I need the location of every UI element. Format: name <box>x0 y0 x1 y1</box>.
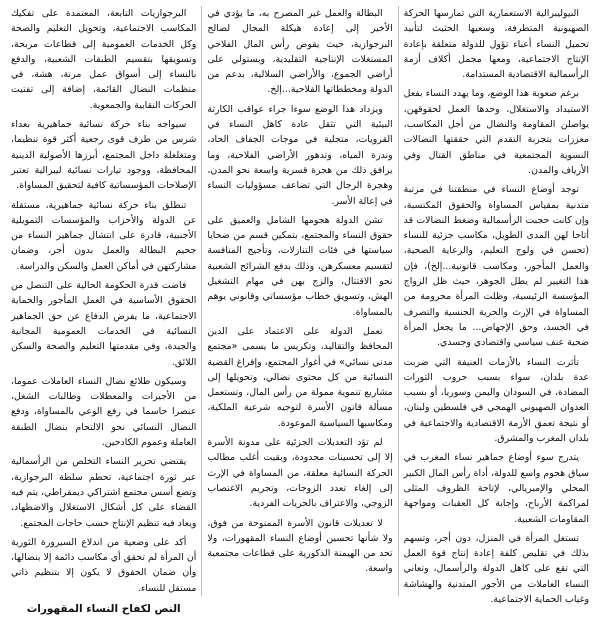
section-subheading: النص لكفاح النساء المقهورات <box>26 602 181 615</box>
paragraph: النيوليبرالية الاستعمارية التي تمارسها الحركة الصهيونية المتطرفة، وسعيها الحثيث لتأبيد تحميل النساء أعباء تؤول للدولة متعلقة بإعادة الإنتاج الاجتماعية، ومعها مجمل أكلاف أزمة الرأسمالية الاقتصادية المستدامة. <box>403 8 589 81</box>
paragraph: توجد أوضاع النساء في منطقتنا في مرتبة متدنية بمقياس المساواة والحقوق المكتسبة، وإن كانت حجبت الرأسمالية وضغط النضالات قد أتاحا لهن المدى الطويل، مكاسب جزئية للنساء (تحسن في ولوج التعليم، والرعاية الصحية، والعمل المأجور، ومكاسب قانونية...إلخ)، فإن هذا التغيير لم يطل الجوهر، حيث ظل الزواج المؤسسة الرئيسية، وظلت المرأة محرومة من المساواة في الإرث والحرية الجنسية والتصرف في الجسد، وحق الإجهاض... ما يجعل المرأة ضحية عنف سياسي واقتصادي وجسدي. <box>403 184 589 349</box>
paragraph: تأثرت النساء بالأزمات العنيفة التي ضربت عدة بلدان، سواء بسبب حروب الثورات المضادة، في السودان واليمن وسوريا، أو بسبب العدوان الصهيوني الهمجي في فلسطين ولبنان، أو نتيجة تعمق الأزمة الاقتصادية والاجتماعية في بلدان المغرب والمشرق. <box>403 356 589 445</box>
paragraph: تعمل الدولة على الاعتماد على الدين المحافظ والتقاليد، وتكريس ما يسمى «مجتمع مدني نسائي» في أغوار المجتمع، وإفراغ القضية النسائية من كل محتوى نضالي، وتحويلها إلى مشاريع تنموية ممولة من رأس المال، وتستعمل مسألة قانون الأسرة لتوجيه شرعية الملكية، ومكاسبها السياسية الموعودة. <box>207 325 393 429</box>
paragraph: البطالة والعمل غير المصرح به، ما يؤدي في الأخير إلى إعادة هيكلة المجال لصالح البرجوازية، حيث يقوض رأس المال الفلاحي المستغلات الإنتاجية التقليدية، ويستولي على أراضي الجموع، والأراضي السلالية، بدعم من الدولة ومخططاتها الفلاحية...إلخ. <box>207 8 393 96</box>
paragraph: لا تعديلات قانون الأسرة الممنوحة من فوق، ولا شأنها تحسين أوضاع النساء المقهورات، ولا تحد من الهيمنة الذكورية على قطاعات مجتمعية واسعة. <box>207 517 393 575</box>
paragraph: تشن الدولة هجومها الشامل والعميق على حقوق النساء والمجتمع، بتمكين قسم من ضحايا سياستها في فئات التنازلات، وتأجيج المنافسة لتقسيم معسكرهن، وذلك بدفع الشرائح الشعبية نحو الاقتتال، والزج بهن في مهام التشغيل الهش، وتسويق خطاب مؤسساتي وقانوني يوهم بالمساواة. <box>207 214 393 318</box>
paragraph: فاضت قدرة الحكومة الحالية على التنصل من الحقوق الأساسية في العمل المأجور والحماية الاجتماعية، ما يفرض الدفاع عن حق الجماهير النسائية في الخدمات العمومية المجانية والجيدة، وفي مقدمتها التعليم والصحة والسكن اللائق. <box>11 280 197 368</box>
text-column-middle <box>202 6 398 596</box>
paragraph: برغم صعوبة هذا الوضع، وما يهدد النساء بفعل الاستبداد والاستغلال، وحدها العمل لحقوقهن، يواصلن المقاومة والنضال من أجل المكاسب، معززات بتجربة التقدم التي حققتها النضالات النسوية المجتمعية في مناطق القتال وفي الأرياف والمدن. <box>403 88 589 176</box>
paragraph: تستغل المرأة في المنزل، دون أجر، وتسهم بذلك في تقليص كلفة إعادة إنتاج قوة العمل التي تقع على كاهل الدولة والرأسمال، وتعاني النساء العاملات من الأجور المتدنية والهشاشة وغياب الحماية الاجتماعية. <box>403 532 589 605</box>
text-column-right <box>399 6 594 605</box>
paragraph: أكد على وضعية من اندلاع السيرورة الثورية أن المرأة لم تحقق أي مكاسب دائمة إلا بنضالها، وأن ضمان الحقوق لا يكون إلا بتنظيم ذاتي مستقل للنساء. <box>11 536 197 594</box>
paragraph: ويزداد هذا الوضع سوءا جراء عواقب الكارثة البيئية التي تثقل عادة كاهل النساء في القرويات، متجلية في موجات الجفاف الحاد، وندرة المياه، وتدهور الأراضي الفلاحية، وما يرافق ذلك من هجرة قسرية واسعة نحو المدن، وهجرة الرجال التي تضاعف مسؤوليات النساء في إعالة الأسر. <box>207 103 393 207</box>
paragraph: يقتضي تحرير النساء التخلص من الرأسمالية عبر ثورة اجتماعية، تحطم سلطة البرجوازية، وتضع أسس مجتمع اشتراكي ديمقراطي، يتم فيه القضاء على كل أشكال الاستغلال والاضطهاد، ويعاد فيه تنظيم الإنتاج حسب حاجات المجتمع. <box>11 456 197 529</box>
paragraph: وسيكون طلائع نضال النساء العاملات عموما، من الأجيرات والمعطلات وطالبات الشغل، عنصرا حاسما في رفع الوعي بالمساواة، ودفع النضال النسائي نحو الالتحام بنضال الطبقة العاملة وعموم الكادحين. <box>11 375 197 449</box>
paragraph: لم تؤد التعديلات الجزئية على مدونة الأسرة إلا إلى تحسينات محدودة، وبقيت أغلب مطالب الحركة النسائية معلقة، من المساواة في الإرث إلى إلغاء تعدد الزوجات، وتجريم الاغتصاب الزوجي، والاعتراف بالحريات الفردية. <box>207 437 393 510</box>
text-column-left <box>6 6 202 615</box>
paragraph: سيواجه بناء حركة نسائية جماهيرية بعداء شرس من طرف قوى رجعية أكثر قوة تنظيما، ومتغلغلة داخل المجتمع، أبرزها الأصولية الدينية المحافظة، ووجود تيارات نسائية ليبرالية تعتبر الإصلاحات المؤسساتية كافية لتحقيق المساواة. <box>11 119 197 192</box>
paragraph: يتدرج سوء أوضاع جماهير نساء المغرب في سياق هجوم واسع للدولة، أداة رأس المال الكبير المحلي والإمبريالي، لإتاحة الظروف المثلى لمراكمة الأرباح، وإجابة كل العقبات ومواجهة المقاومات الشعبية. <box>403 452 589 525</box>
paragraph: تنطلق بناء حركة نسائية جماهيرية، مستقلة عن الدولة والأحزاب والمؤسسات التمويلية الأجنبية، قادرة على انتشال جماهير النساء من جحيم البطالة والعمل بدون أجر، وضمان مشاركتهن في أماكن العمل والسكن والدراسة. <box>11 199 197 272</box>
paragraph: البرجوازيات التابعة، المعتمدة على تفكيك المكاسب الاجتماعية، وتحويل التعليم والصحة وكل الخدمات العمومية إلى قطاعات مربحة، وتسويقها بتقسيم الطبقات الشعبية، والدفع بالنساء إلى أسواق عمل مرنة، هشة، في منظمات النضال القائمة، إضافة إلى تفتيت الحركات النقابية والجمعوية. <box>11 8 197 111</box>
